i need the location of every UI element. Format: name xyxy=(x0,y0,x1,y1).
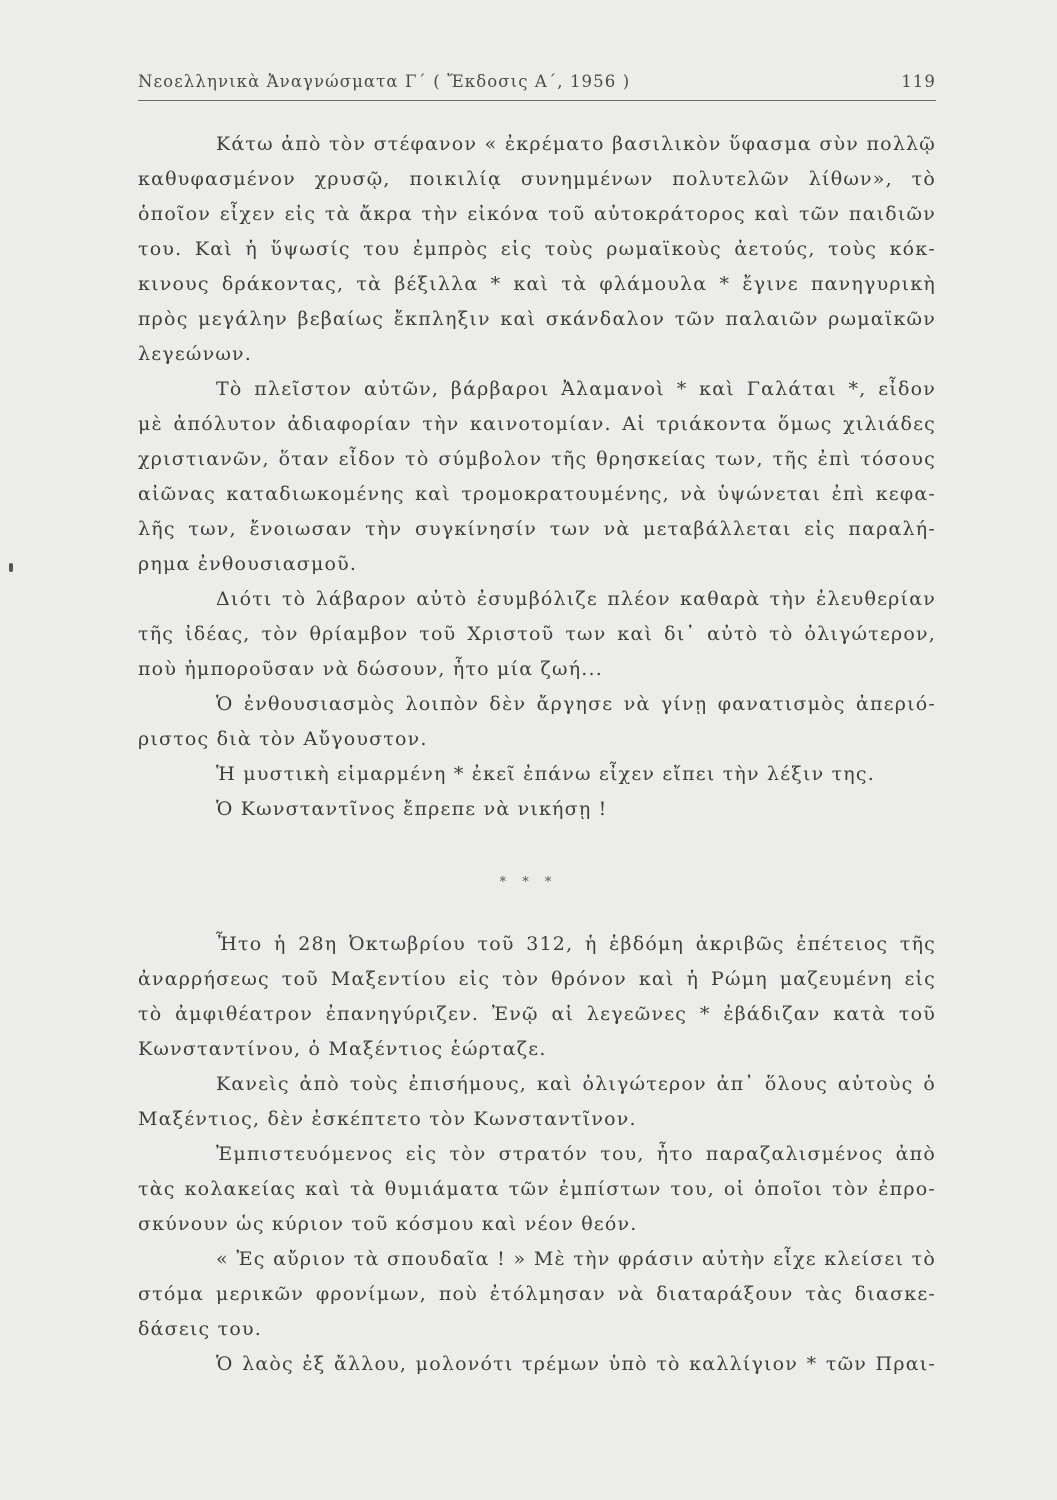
text-line: αἰῶνας καταδιωκομένης καὶ τρομοκρατουμένης, νὰ ὑψώνεται ἐπὶ κεφα- xyxy=(138,483,936,505)
text-line: Ὁ ἐνθουσιασμὸς λοιπὸν δὲν ἄργησε νὰ γίνῃ φανατισμὸς ἀπεριό- xyxy=(216,693,936,715)
text-line: λεγεώνων. xyxy=(138,343,253,365)
text-line: Ἐμπιστευόμενος εἰς τὸν στρατόν του, ἦτο παραζαλισμένος ἀπὸ xyxy=(216,1143,936,1165)
text-line: σκύνουν ὡς κύριον τοῦ κόσμου καὶ νέον θεόν. xyxy=(138,1213,638,1235)
text-line: του. Καὶ ἡ ὕψωσίς του ἐμπρὸς εἰς τοὺς ρωμαϊκοὺς ἀετούς, τοὺς κόκ- xyxy=(138,238,936,260)
text-line: Διότι τὸ λάβαρον αὐτὸ ἐσυμβόλιζε πλέον καθαρὰ τὴν ἐλευθερίαν xyxy=(216,588,936,610)
text-line: « Ἐς αὔριον τὰ σπουδαῖα ! » Μὲ τὴν φράσιν αὐτὴν εἶχε κλείσει τὸ xyxy=(216,1248,936,1270)
section-separator: * * * xyxy=(499,875,558,890)
margin-mark xyxy=(9,563,13,572)
text-line: τὰς κολακείας καὶ τὰ θυμιάματα τῶν ἐμπίστων του, οἱ ὁποῖοι τὸν ἐπρο- xyxy=(138,1178,936,1200)
text-line: Κωνσταντίνου, ὁ Μαξέντιος ἑώρταζε. xyxy=(138,1038,547,1060)
text-line: κινους δράκοντας, τὰ βέξιλλα * καὶ τὰ φλάμουλα * ἔγινε πανηγυρικὴ xyxy=(138,273,936,295)
text-block-1 xyxy=(138,127,936,827)
text-line: στόμα μερικῶν φρονίμων, ποὺ ἐτόλμησαν νὰ διαταράξουν τὰς διασκε- xyxy=(138,1283,936,1305)
text-line: ἀναρρήσεως τοῦ Μαξεντίου εἰς τὸν θρόνον καὶ ἡ Ρώμη μαζευμένη εἰς xyxy=(138,968,936,990)
page-header xyxy=(138,70,936,100)
text-line: Κάτω ἀπὸ τὸν στέφανον « ἐκρέματο βασιλικὸν ὕφασμα σὺν πολλῷ xyxy=(216,133,936,155)
text-line: ποὺ ἠμποροῦσαν νὰ δώσουν, ἦτο μία ζωή... xyxy=(138,658,603,680)
text-line: Ἦτο ἡ 28η Ὀκτωβρίου τοῦ 312, ἡ ἑβδόμη ἀκριβῶς ἐπέτειος τῆς xyxy=(216,933,936,955)
text-line: Τὸ πλεῖστον αὐτῶν, βάρβαροι Ἀλαμανοὶ * καὶ Γαλάται *, εἶδον xyxy=(216,378,936,400)
text-line: Κανεὶς ἀπὸ τοὺς ἐπισήμους, καὶ ὀλιγώτερον ἀπ᾿ ὅλους αὐτοὺς ὁ xyxy=(216,1073,936,1095)
text-line: ρημα ἐνθουσιασμοῦ. xyxy=(138,553,358,575)
header-rule xyxy=(138,100,936,101)
text-line: Ἡ μυστικὴ εἱμαρμένη * ἐκεῖ ἐπάνω εἶχεν εἴπει τὴν λέξιν της. xyxy=(216,763,875,785)
text-line: χριστιανῶν, ὅταν εἶδον τὸ σύμβολον τῆς θρησκείας των, τῆς ἐπὶ τόσους xyxy=(138,448,936,470)
text-line: καθυφασμένον χρυσῷ, ποικιλίᾳ συνημμένων πολυτελῶν λίθων», τὸ xyxy=(138,168,936,190)
text-line: ριστος διὰ τὸν Αὔγουστον. xyxy=(138,728,428,750)
text-line: λῆς των, ἔνοιωσαν τὴν συγκίνησίν των νὰ μεταβάλλεται εἰς παραλή- xyxy=(138,518,936,540)
text-line: Ὁ Κωνσταντῖνος ἔπρεπε νὰ νικήσῃ ! xyxy=(216,798,608,820)
text-line: μὲ ἀπόλυτον ἀδιαφορίαν τὴν καινοτομίαν. Αἱ τριάκοντα ὅμως χιλιάδες xyxy=(138,413,936,435)
text-line: ὁποῖον εἶχεν εἰς τὰ ἄκρα τὴν εἰκόνα τοῦ αὐτοκράτορος καὶ τῶν παιδιῶν xyxy=(138,203,936,225)
text-block-2 xyxy=(138,927,936,1382)
text-line: τὸ ἀμφιθέατρον ἐπανηγύριζεν. Ἐνῷ αἱ λεγεῶνες * ἐβάδιζαν κατὰ τοῦ xyxy=(138,1003,936,1025)
text-line: Μαξέντιος, δὲν ἐσκέπτετο τὸν Κωνσταντῖνον. xyxy=(138,1108,637,1130)
page-number: 119 xyxy=(901,72,936,91)
text-line: τῆς ἰδέας, τὸν θρίαμβον τοῦ Χριστοῦ των καὶ δι᾿ αὐτὸ τὸ ὀλιγώτερον, xyxy=(138,623,936,645)
text-line: Ὁ λαὸς ἐξ ἄλλου, μολονότι τρέμων ὑπὸ τὸ καλλίγιον * τῶν Πραι- xyxy=(216,1353,936,1375)
text-line: δάσεις του. xyxy=(138,1318,262,1340)
running-title: Νεοελληνικὰ Ἀναγνώσματα Γ΄ ( Ἔκδοσις Α΄, 1956 ) xyxy=(138,72,631,91)
text-line: πρὸς μεγάλην βεβαίως ἔκπληξιν καὶ σκάνδαλον τῶν παλαιῶν ρωμαϊκῶν xyxy=(138,308,936,330)
